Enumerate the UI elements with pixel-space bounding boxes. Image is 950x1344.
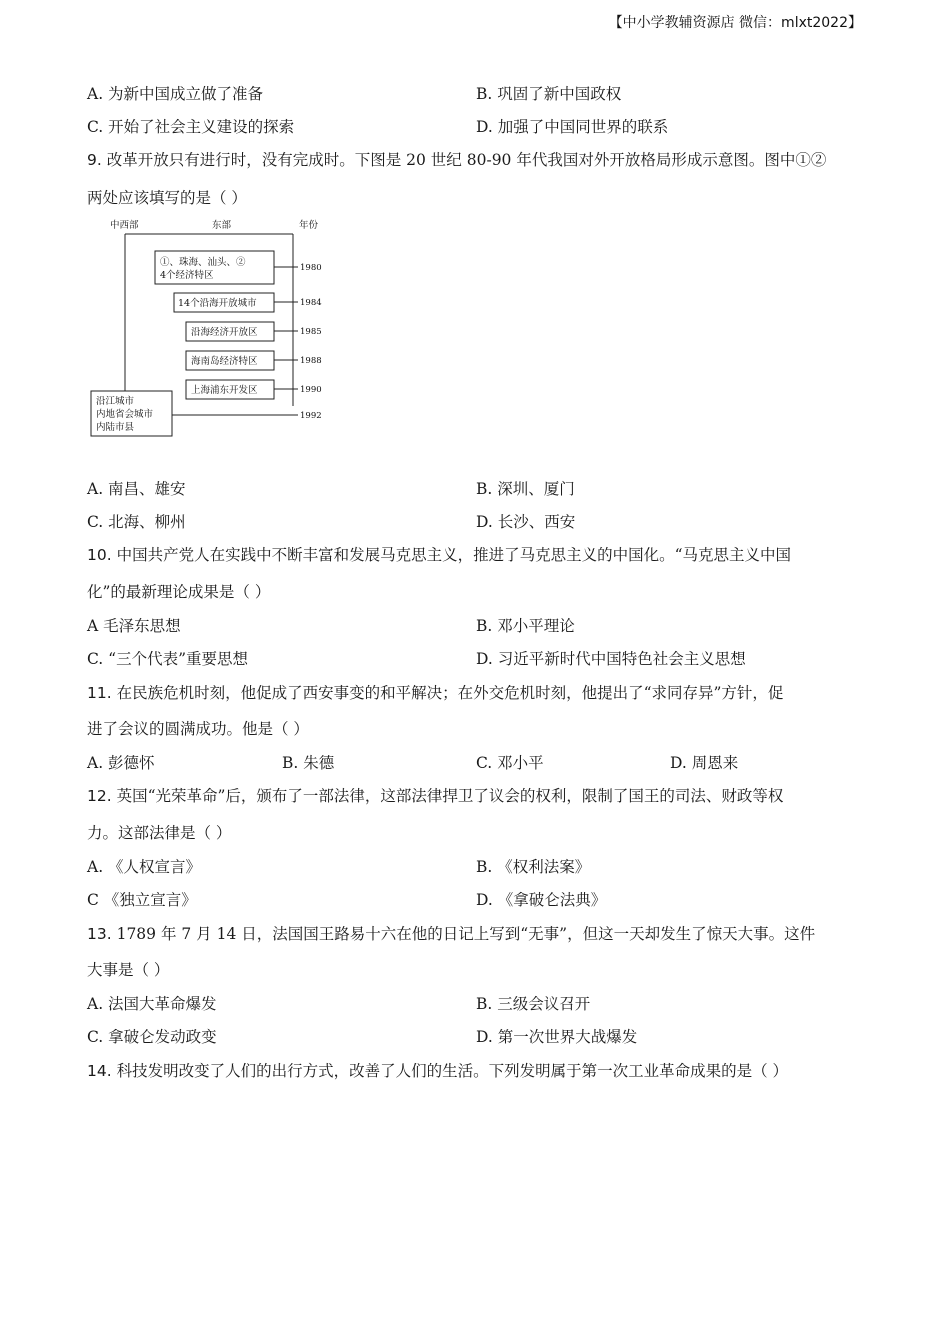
q12-option-b[interactable]: B. 《权利法案》 [476,858,591,876]
diagram-box3-label: 沿海经济开放区 [191,327,258,338]
q14-text: 科技发明改变了人们的出行方式，改善了人们的生活。下列发明属于第一次工业革命成果的是（ ） [111,1062,789,1080]
q11-stem-line2: 进了会议的圆满成功。他是（ ） [87,720,309,738]
q10-option-a[interactable]: A 毛泽东思想 [87,617,181,635]
diagram-year-label: 1984 [300,298,322,308]
diagram-box6-line3: 内陆市县 [96,422,135,433]
diagram-box1-line2: 4个经济特区 [160,270,214,281]
q9-option-b[interactable]: B. 深圳、厦门 [476,480,575,498]
q12-number: 12. [87,787,112,805]
q13-option-c[interactable]: C. 拿破仑发动政变 [87,1028,217,1046]
q11-option-c[interactable]: C. 邓小平 [476,754,544,772]
page-header: 【中小学教辅资源店 微信：mlxt2022】 [608,15,862,31]
diagram-year-label: 1985 [300,327,322,337]
diagram-box4-label: 海南岛经济特区 [191,356,258,367]
opening-up-diagram [88,216,328,442]
q13-option-d[interactable]: D. 第一次世界大战爆发 [476,1028,638,1046]
q13-text: 1789 年 7 月 14 日，法国国王路易十六在他的日记上写到“无事”，但这一天却发生了惊天大事。这件 [111,925,816,943]
diagram-year-label: 1980 [300,263,322,273]
q10-stem-line1 [87,543,791,565]
q11-option-d[interactable]: D. 周恩来 [670,754,739,772]
diagram-year-label: 1990 [300,385,322,395]
q13-stem-line2: 大事是（ ） [87,961,170,979]
diagram-box6-line1: 沿江城市 [96,396,135,407]
q13-number: 13. [87,925,112,943]
diagram-box6-line2: 内地省会城市 [96,409,154,420]
diagram-box5-label: 上海浦东开发区 [191,385,258,396]
q10-text: 中国共产党人在实践中不断丰富和发展马克思主义，推进了马克思主义的中国化。“马克思主义中国 [111,546,792,564]
q12-text: 英国“光荣革命”后，颁布了一部法律，这部法律捍卫了议会的权利，限制了国王的司法、财政等权 [111,787,784,805]
diagram-col-east: 东部 [212,220,232,231]
q11-option-b[interactable]: B. 朱德 [282,754,335,772]
q11-number: 11. [87,684,112,702]
q14-number: 14. [87,1062,112,1080]
q13-stem-line1 [87,922,815,944]
q9-option-a[interactable]: A. 南昌、雄安 [87,480,186,498]
diagram-col-west: 中西部 [110,220,139,231]
diagram-box1-line1: ①、珠海、汕头、② [160,257,246,268]
diagram-year-label: 1992 [300,411,322,421]
q12-stem-line2: 力。这部法律是（ ） [87,824,232,842]
q10-option-d[interactable]: D. 习近平新时代中国特色社会主义思想 [476,650,746,668]
q9-number: 9. [87,151,102,169]
q8-option-c[interactable]: C. 开始了社会主义建设的探索 [87,118,295,136]
q9-option-d[interactable]: D. 长沙、西安 [476,513,576,531]
q8-option-a[interactable]: A. 为新中国成立做了准备 [87,85,264,103]
q9-option-c[interactable]: C. 北海、柳州 [87,513,186,531]
q8-option-d[interactable]: D. 加强了中国同世界的联系 [476,118,669,136]
q9-stem-line2: 两处应该填写的是（ ） [87,189,247,207]
q9-stem-line1 [87,148,826,170]
q11-option-a[interactable]: A. 彭德怀 [87,754,155,772]
diagram-year-label: 1988 [300,356,322,366]
q10-number: 10. [87,546,112,564]
q14-stem-line1 [87,1059,788,1081]
diagram-box2-label: 14个沿海开放城市 [178,298,257,309]
q10-option-c[interactable]: C. “三个代表”重要思想 [87,650,249,668]
q10-stem-line2: 化”的最新理论成果是（ ） [87,583,271,601]
q13-option-b[interactable]: B. 三级会议召开 [476,995,591,1013]
q8-option-b[interactable]: B. 巩固了新中国政权 [476,85,622,103]
q11-text: 在民族危机时刻，他促成了西安事变的和平解决；在外交危机时刻，他提出了“求同存异”方针，促 [111,684,784,702]
q12-stem-line1 [87,784,783,806]
q13-option-a[interactable]: A. 法国大革命爆发 [87,995,217,1013]
diagram-col-year: 年份 [299,220,319,231]
q12-option-d[interactable]: D. 《拿破仑法典》 [476,891,607,909]
q9-text: 改革开放只有进行时，没有完成时。下图是 20 世纪 80-90 年代我国对外开放格局形成示意图。图中①② [101,151,827,169]
q10-option-b[interactable]: B. 邓小平理论 [476,617,575,635]
q11-stem-line1 [87,681,783,703]
q12-option-a[interactable]: A. 《人权宣言》 [87,858,202,876]
q12-option-c[interactable]: C 《独立宣言》 [87,891,197,909]
